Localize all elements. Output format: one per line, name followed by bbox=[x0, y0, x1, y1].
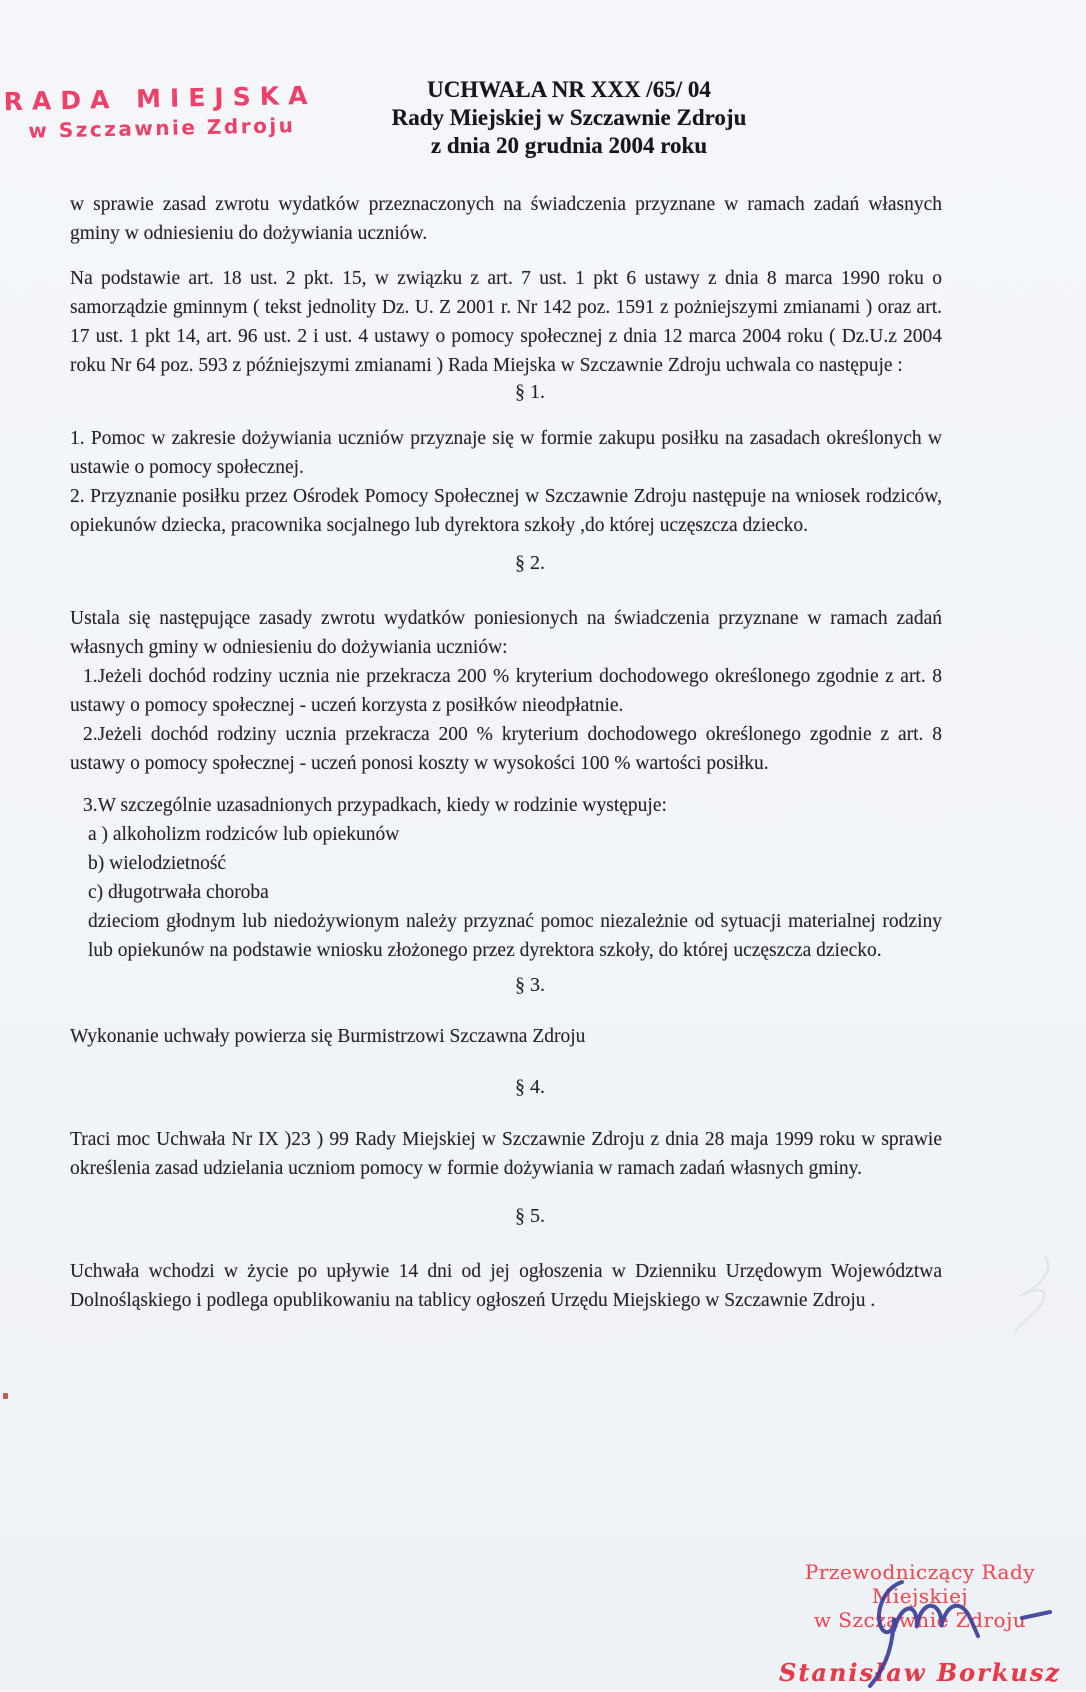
section-1-heading: § 1. bbox=[515, 381, 545, 403]
section-2-item-3c: c) długotrwała choroba bbox=[88, 882, 269, 903]
resolution-title-council: Rady Miejskiej w Szczawnie Zdroju bbox=[391, 105, 747, 130]
section-4-body: Traci moc Uchwała Nr IX )23 ) 99 Rady Miejskiej w Szczawnie Zdroju z dnia 28 maja 1999 roku w sprawie określenia zasad udzielania uczniom pomocy w formie dożywiania w ramach zadań własnych gminy. bbox=[70, 1129, 942, 1179]
section-4-heading: § 4. bbox=[515, 1076, 545, 1098]
signature-block bbox=[770, 1560, 1070, 1687]
section-2-heading: § 2. bbox=[515, 552, 545, 574]
council-stamp-line2: w Szczawnie Zdroju bbox=[28, 113, 296, 143]
section-2-item-3-continuation: dzieciom głodnym lub niedożywionym należy przyznać pomoc niezależnie od sytuacji materialnej rodziny lub opiekunów na podstawie wniosku złożonego przez dyrektora szkoły, do której uczęszcza dziecko. bbox=[88, 911, 942, 961]
section-1-point-1: 1. Pomoc w zakresie dożywiania uczniów przyznaje się w formie zakupu posiłku na zasadach określonych w ustawie o pomocy społecznej. bbox=[70, 428, 942, 478]
resolution-title-date: z dnia 20 grudnia 2004 roku bbox=[430, 133, 708, 158]
section-2-item-3: 3.W szczególnie uzasadnionych przypadkach, kiedy w rodzinie występuje: bbox=[83, 795, 667, 816]
section-2-intro: Ustala się następujące zasady zwrotu wydatków poniesionych na świadczenia przyznane w ramach zadań własnych gminy w odniesieniu do dożywiania uczniów: bbox=[70, 608, 942, 658]
scan-crease-artifact bbox=[985, 1226, 1065, 1336]
section-2-item-3a: a ) alkoholizm rodziców lub opiekunów bbox=[88, 824, 400, 845]
council-stamp bbox=[3, 81, 317, 144]
section-5-heading: § 5. bbox=[515, 1205, 545, 1227]
chairman-stamp-line1: Przewodniczący Rady Miejskiej bbox=[804, 1560, 1036, 1608]
section-1-point-2: 2. Przyznanie posiłku przez Ośrodek Pomocy Społecznej w Szczawnie Zdroju następuje na wniosek rodziców, opiekunów dziecka, pracownika socjalnego lub dyrektora szkoły ,do której uczęszcza dziecko. bbox=[70, 486, 942, 536]
council-stamp-line1: RADA MIEJSKA bbox=[3, 80, 317, 117]
chairman-name-stamp: Stanisław Borkusz bbox=[778, 1658, 1061, 1687]
ink-dot-artifact bbox=[3, 1393, 8, 1399]
section-2-item-2: 2.Jeżeli dochód rodziny ucznia przekracza 200 % kryterium dochodowego określonego zgodnie z art. 8 ustawy o pomocy społecznej - uczeń ponosi koszty w wysokości 100 % wartości posiłku. bbox=[70, 724, 942, 774]
section-5-body: Uchwała wchodzi w życie po upływie 14 dni od jej ogłoszenia w Dzienniku Urzędowym Województwa Dolnośląskiego i podlega opublikowaniu na tablicy ogłoszeń Urzędu Miejskiego w Szczawnie Zdroju . bbox=[70, 1261, 942, 1311]
section-3-body: Wykonanie uchwały powierza się Burmistrzowi Szczawna Zdroju bbox=[70, 1026, 586, 1047]
section-2-item-3b: b) wielodzietność bbox=[88, 853, 227, 874]
resolution-title-number: UCHWAŁA NR XXX /65/ 04 bbox=[427, 77, 711, 102]
legal-basis-paragraph: Na podstawie art. 18 ust. 2 pkt. 15, w związku z art. 7 ust. 1 pkt 6 ustawy z dnia 8 marca 1990 roku o samorządzie gminnym ( tekst jednolity Dz. U. Z 2001 r. Nr 142 poz. 1591 z pożniejszymi zmianami ) oraz art. 17 ust. 1 pkt 14, art. 96 ust. 2 i ust. 4 ustawy o pomocy społecznej z dnia 12 marca 2004 roku ( Dz.U.z 2004 roku Nr 64 poz. 593 z późniejszymi zmianami ) Rada Miejska w Szczawnie Zdroju uchwala co następuje : bbox=[70, 268, 942, 376]
document-page bbox=[0, 76, 1086, 1690]
section-2-item-1: 1.Jeżeli dochód rodziny ucznia nie przekracza 200 % kryterium dochodowego określonego zgodnie z art. 8 ustawy o pomocy społecznej - uczeń korzysta z posiłków nieodpłatnie. bbox=[70, 666, 942, 716]
section-3-heading: § 3. bbox=[515, 974, 545, 996]
subject-paragraph: w sprawie zasad zwrotu wydatków przeznaczonych na świadczenia przyznane w ramach zadań własnych gminy w odniesieniu do dożywiania uczniów. bbox=[70, 194, 942, 244]
chairman-stamp-line2: w Szczawnie Zdroju bbox=[813, 1608, 1027, 1632]
